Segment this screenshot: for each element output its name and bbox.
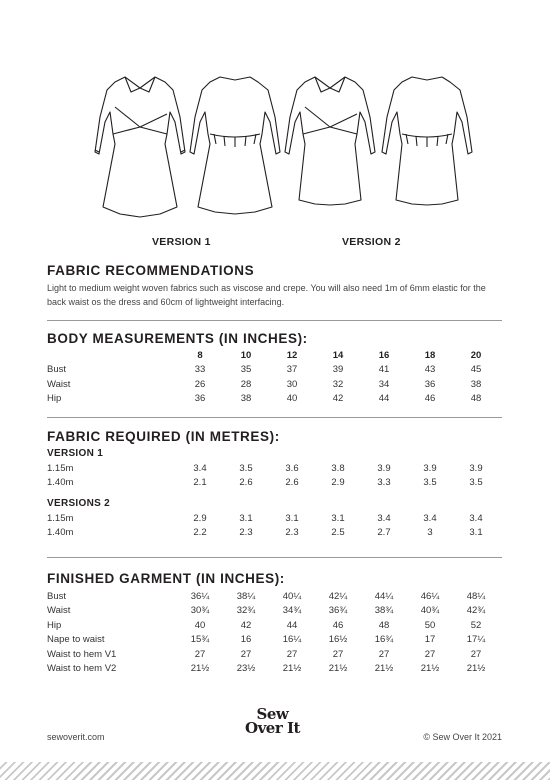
row-label: Hip (47, 619, 62, 631)
table-cell: 3.5 (239, 462, 253, 474)
body-measurements-table (47, 348, 499, 406)
table-row (47, 461, 499, 476)
table-cell: 46 (332, 619, 344, 631)
table-cell: 32¾ (236, 605, 256, 617)
divider (47, 557, 502, 558)
fabric-required-title: FABRIC REQUIRED (IN METRES): (47, 429, 280, 444)
table-row (47, 618, 499, 633)
size-header: 18 (424, 349, 436, 361)
table-cell: 46 (424, 393, 436, 405)
table-row (47, 633, 499, 648)
table-cell: 37 (286, 364, 298, 376)
size-header: 8 (197, 349, 203, 361)
fabric-recommendations-title: FABRIC RECOMMENDATIONS (47, 263, 255, 278)
size-header: 20 (470, 349, 482, 361)
table-cell: 38¼ (236, 590, 256, 602)
table-cell: 41 (378, 364, 390, 376)
table-cell: 34¾ (282, 605, 302, 617)
table-cell: 46¼ (420, 590, 440, 602)
row-label: Hip (47, 393, 62, 405)
dress-illustrations (80, 72, 480, 252)
table-cell: 30 (286, 378, 298, 390)
table-cell: 2.1 (193, 477, 207, 489)
table-cell: 21½ (282, 663, 302, 675)
table-cell: 27 (470, 648, 482, 660)
table-cell: 15¾ (190, 634, 210, 646)
table-row (47, 363, 499, 378)
table-cell: 44 (286, 619, 298, 631)
table-cell: 42¼ (328, 590, 348, 602)
table-cell: 3.8 (331, 462, 345, 474)
table-cell: 2.6 (285, 477, 299, 489)
table-cell: 3.4 (377, 512, 391, 524)
table-cell: 42 (240, 619, 252, 631)
table-cell: 45 (470, 364, 482, 376)
logo-line2: Over It (245, 719, 300, 737)
table-cell: 3.9 (423, 462, 437, 474)
size-header-row (47, 348, 499, 363)
table-cell: 27 (240, 648, 252, 660)
table-cell: 32 (332, 378, 344, 390)
table-cell: 23½ (236, 663, 256, 675)
table-cell: 48¼ (466, 590, 486, 602)
version1-back-sketch (190, 77, 280, 214)
table-cell: 16 (240, 634, 252, 646)
table-row (47, 647, 499, 662)
table-cell: 27 (286, 648, 298, 660)
table-cell: 3.9 (377, 462, 391, 474)
table-cell: 28 (240, 378, 252, 390)
table-cell: 42¾ (466, 605, 486, 617)
table-cell: 3.1 (469, 527, 483, 539)
table-cell: 48 (378, 619, 390, 631)
table-cell: 3.3 (377, 477, 391, 489)
row-label: Nape to waist (47, 634, 105, 646)
table-cell: 38¾ (374, 605, 394, 617)
divider (47, 320, 502, 321)
table-row (47, 511, 499, 526)
table-cell: 40¼ (282, 590, 302, 602)
fabric-required-v1-table (47, 461, 499, 490)
table-cell: 44 (378, 393, 390, 405)
table-cell: 27 (194, 648, 206, 660)
table-cell: 36¼ (190, 590, 210, 602)
table-cell: 3.5 (469, 477, 483, 489)
table-cell: 3.4 (423, 512, 437, 524)
size-header: 12 (286, 349, 298, 361)
table-cell: 2.3 (285, 527, 299, 539)
version1-label: VERSION 1 (152, 236, 211, 248)
row-label: Waist (47, 605, 71, 617)
table-cell: 2.5 (331, 527, 345, 539)
table-cell: 27 (332, 648, 344, 660)
table-row (47, 377, 499, 392)
table-cell: 44¼ (374, 590, 394, 602)
divider (47, 417, 502, 418)
table-cell: 2.2 (193, 527, 207, 539)
table-cell: 21½ (466, 663, 486, 675)
table-cell: 36 (194, 393, 206, 405)
table-cell: 36 (424, 378, 436, 390)
table-cell: 26 (194, 378, 206, 390)
size-header: 10 (240, 349, 252, 361)
table-cell: 39 (332, 364, 344, 376)
table-row (47, 662, 499, 677)
version2-label: VERSION 2 (342, 236, 401, 248)
table-cell: 3.1 (285, 512, 299, 524)
table-cell: 52 (470, 619, 482, 631)
body-measurements-title: BODY MEASUREMENTS (IN INCHES): (47, 331, 308, 346)
row-label: 1.15m (47, 512, 74, 524)
table-row (47, 589, 499, 604)
logo-line1: Sew (256, 705, 289, 723)
finished-garment-table (47, 589, 499, 676)
table-cell: 3.4 (469, 512, 483, 524)
table-cell: 17¼ (466, 634, 486, 646)
row-label: Waist to hem V2 (47, 663, 117, 675)
footer-stripe-band (0, 762, 550, 780)
version2-subheading: VERSIONS 2 (47, 498, 111, 509)
table-cell: 27 (378, 648, 390, 660)
table-cell: 3.5 (423, 477, 437, 489)
row-label: Waist to hem V1 (47, 648, 117, 660)
sew-over-it-logo (245, 707, 300, 735)
table-cell: 3.6 (285, 462, 299, 474)
table-cell: 3.1 (331, 512, 345, 524)
fabric-recommendations-text: Light to medium weight woven fabrics such as viscose and crepe. You will also need 1m of 6mm elastic for the back waist os the dress and 60cm of lightweight interfacing. (47, 283, 486, 307)
table-cell: 35 (240, 364, 252, 376)
table-cell: 3 (427, 527, 433, 539)
table-cell: 42 (332, 393, 344, 405)
size-header: 16 (378, 349, 390, 361)
table-cell: 3.4 (193, 462, 207, 474)
table-cell: 21½ (374, 663, 394, 675)
version2-front-sketch (285, 77, 375, 205)
table-cell: 30¾ (190, 605, 210, 617)
fabric-required-v2-table (47, 511, 499, 540)
table-cell: 38 (470, 378, 482, 390)
finished-garment-title: FINISHED GARMENT (IN INCHES): (47, 571, 285, 586)
row-label: Bust (47, 590, 67, 602)
table-row (47, 392, 499, 407)
table-cell: 38 (240, 393, 252, 405)
table-cell: 43 (424, 364, 436, 376)
row-label: 1.40m (47, 527, 74, 539)
table-cell: 21½ (328, 663, 348, 675)
row-label: 1.15m (47, 462, 74, 474)
table-cell: 17 (424, 634, 436, 646)
table-cell: 16¼ (282, 634, 302, 646)
table-cell: 21½ (420, 663, 440, 675)
copyright: © Sew Over It 2021 (423, 732, 502, 742)
table-cell: 21½ (190, 663, 210, 675)
table-cell: 34 (378, 378, 390, 390)
table-cell: 2.9 (193, 512, 207, 524)
table-cell: 48 (470, 393, 482, 405)
website-link[interactable]: sewoverit.com (47, 732, 105, 742)
size-header: 14 (332, 349, 344, 361)
table-cell: 3.9 (469, 462, 483, 474)
version1-subheading: VERSION 1 (47, 448, 104, 459)
table-cell: 40 (286, 393, 298, 405)
row-label: Bust (47, 364, 67, 376)
row-label: Waist (47, 378, 71, 390)
table-row (47, 604, 499, 619)
table-cell: 40 (194, 619, 206, 631)
table-cell: 2.3 (239, 527, 253, 539)
version1-front-sketch (95, 77, 185, 217)
table-cell: 2.7 (377, 527, 391, 539)
table-cell: 3.1 (239, 512, 253, 524)
table-cell: 50 (424, 619, 436, 631)
table-cell: 2.6 (239, 477, 253, 489)
table-row (47, 526, 499, 541)
table-cell: 36¾ (328, 605, 348, 617)
table-cell: 16½ (328, 634, 348, 646)
table-cell: 16¾ (374, 634, 394, 646)
version2-back-sketch (382, 77, 472, 205)
table-row (47, 476, 499, 491)
row-label: 1.40m (47, 477, 74, 489)
table-cell: 27 (424, 648, 436, 660)
table-cell: 40¾ (420, 605, 440, 617)
table-cell: 2.9 (331, 477, 345, 489)
table-cell: 33 (194, 364, 206, 376)
